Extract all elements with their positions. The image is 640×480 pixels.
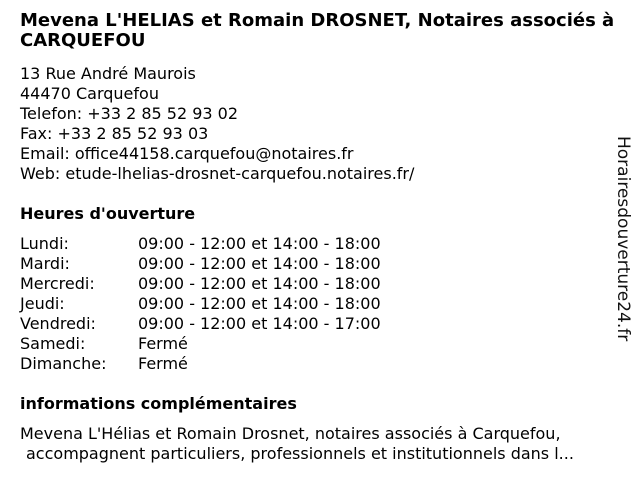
hours-row-sunday [20, 354, 381, 374]
time-range: Fermé [138, 334, 188, 353]
day-label: Lundi: [20, 234, 69, 253]
additional-info-text [20, 424, 620, 464]
time-range: 09:00 - 12:00 et 14:00 - 17:00 [138, 314, 381, 333]
address-block [20, 64, 414, 184]
street-address: 13 Rue André Maurois [20, 64, 196, 83]
hours-row-monday [20, 234, 381, 254]
day-label: Vendredi: [20, 314, 96, 333]
day-label: Mercredi: [20, 274, 95, 293]
day-label: Samedi: [20, 334, 86, 353]
time-range: 09:00 - 12:00 et 14:00 - 18:00 [138, 274, 381, 293]
time-range: Fermé [138, 354, 188, 373]
day-label: Mardi: [20, 254, 70, 273]
page-title: Mevena L'HELIAS et Romain DROSNET, Notaires associés à CARQUEFOU [20, 10, 615, 51]
site-watermark: Horairesdouverture24.fr [613, 136, 633, 342]
time-range: 09:00 - 12:00 et 14:00 - 18:00 [138, 254, 381, 273]
day-label: Dimanche: [20, 354, 107, 373]
time-range: 09:00 - 12:00 et 14:00 - 18:00 [138, 294, 381, 313]
additional-info-heading: informations complémentaires [20, 394, 297, 413]
hours-row-thursday [20, 294, 381, 314]
opening-hours-heading: Heures d'ouverture [20, 204, 196, 223]
fax-number: Fax: +33 2 85 52 93 03 [20, 124, 209, 143]
day-label: Jeudi: [20, 294, 65, 313]
hours-row-friday [20, 314, 381, 334]
hours-row-saturday [20, 334, 381, 354]
phone-number: Telefon: +33 2 85 52 93 02 [20, 104, 239, 123]
hours-row-tuesday [20, 254, 381, 274]
time-range: 09:00 - 12:00 et 14:00 - 18:00 [138, 234, 381, 253]
opening-hours-table [20, 234, 381, 374]
info-line: Mevena L'Hélias et Romain Drosnet, notaires associés à Carquefou, [20, 424, 561, 443]
info-line: accompagnent particuliers, professionnels et institutionnels dans l... [26, 444, 574, 463]
city-postcode: 44470 Carquefou [20, 84, 159, 103]
hours-row-wednesday [20, 274, 381, 294]
email-address: Email: office44158.carquefou@notaires.fr [20, 144, 354, 163]
website-url: Web: etude-lhelias-drosnet-carquefou.notaires.fr/ [20, 164, 415, 183]
